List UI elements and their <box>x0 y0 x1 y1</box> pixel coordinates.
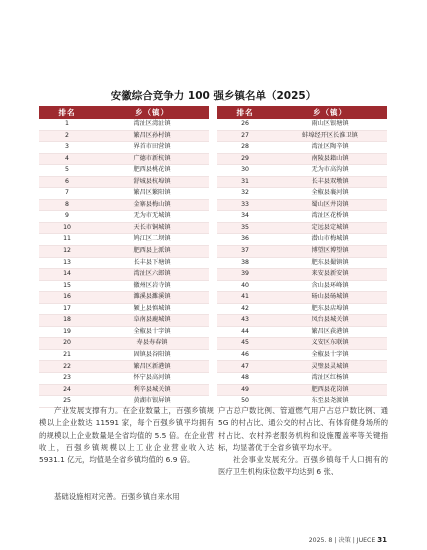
town-cell: 利辛县城关镇 <box>95 384 209 396</box>
town-cell: 肥东县店埠镇 <box>273 303 387 315</box>
table-row <box>217 246 387 258</box>
table-row <box>217 130 387 142</box>
rank-cell: 9 <box>39 211 95 223</box>
table-row <box>39 280 209 292</box>
town-cell: 怀宁县高河镇 <box>95 373 209 385</box>
town-cell: 全椒县十字镇 <box>95 326 209 338</box>
town-cell: 东至县尧渡镇 <box>273 396 387 408</box>
paragraph-social: 社会事业发展充分。百强乡镇每千人口拥有的医疗卫生机构床位数平均达到 6 张、 <box>218 455 388 477</box>
rank-cell: 45 <box>217 338 273 350</box>
table-row <box>217 269 387 281</box>
table-row <box>39 361 209 373</box>
table-row <box>39 119 209 130</box>
rank-cell: 18 <box>39 315 95 327</box>
table-row <box>217 373 387 385</box>
issue-label: 2025. 8 | 决策 | JUECE <box>308 537 376 544</box>
table-row <box>217 326 387 338</box>
rank-cell: 32 <box>217 188 273 200</box>
rank-cell: 7 <box>39 188 95 200</box>
town-cell: 义安区东联镇 <box>273 338 387 350</box>
rank-cell: 12 <box>39 246 95 258</box>
rank-cell: 39 <box>217 269 273 281</box>
town-cell: 全椒县十字镇 <box>273 349 387 361</box>
table-row <box>39 384 209 396</box>
rank-cell: 47 <box>217 361 273 373</box>
rank-cell: 33 <box>217 199 273 211</box>
town-cell: 蜀山区井岗镇 <box>273 199 387 211</box>
town-cell: 徽州区岩寺镇 <box>95 280 209 292</box>
table-row <box>39 315 209 327</box>
town-cell: 定远县定城镇 <box>273 222 387 234</box>
rank-cell: 20 <box>39 338 95 350</box>
town-cell: 含山县环峰镇 <box>273 280 387 292</box>
rank-cell: 35 <box>217 222 273 234</box>
rank-cell: 31 <box>217 176 273 188</box>
ranking-table-right <box>217 106 387 408</box>
table-row <box>217 199 387 211</box>
table-row <box>39 292 209 304</box>
town-cell: 灵璧县灵城镇 <box>273 361 387 373</box>
rank-cell: 14 <box>39 269 95 281</box>
rank-cell: 21 <box>39 349 95 361</box>
town-cell: 蚌埠经开区长淮卫镇 <box>273 130 387 142</box>
town-cell: 舒城县杭埠镇 <box>95 176 209 188</box>
town-cell: 肥东县撮镇镇 <box>273 257 387 269</box>
rank-cell: 30 <box>217 165 273 177</box>
table-row <box>39 373 209 385</box>
rank-cell: 1 <box>39 119 95 130</box>
page-footer <box>309 535 387 544</box>
table-row <box>39 234 209 246</box>
rank-cell: 8 <box>39 199 95 211</box>
header-town: 乡（镇） <box>95 106 209 119</box>
town-cell: 无为市无城镇 <box>95 211 209 223</box>
town-cell: 天长市铜城镇 <box>95 222 209 234</box>
table-row <box>39 326 209 338</box>
rank-cell: 36 <box>217 234 273 246</box>
table-row <box>39 130 209 142</box>
town-cell: 湾沚区花桥镇 <box>273 211 387 223</box>
town-cell: 濉溪县濉溪镇 <box>95 292 209 304</box>
rank-cell: 37 <box>217 246 273 258</box>
table-row <box>217 165 387 177</box>
town-cell: 阜南县鹿城镇 <box>95 315 209 327</box>
town-cell: 全椒县襄河镇 <box>273 188 387 200</box>
paragraph-industry: 产业发展支撑有力。在企业数量上，百强乡镇规模以上企业数达 11591 家，每个百强乡镇平均拥有的规模以上企业数量是全省均值的 5.5 倍。在企业营收上，百强乡镇规模以上工业企业营业收入达 5931.1 亿元，均值是全省乡镇均值的 6.9 倍。 <box>39 406 214 465</box>
table-row <box>217 211 387 223</box>
table-row <box>217 176 387 188</box>
rank-cell: 49 <box>217 384 273 396</box>
rank-cell: 42 <box>217 303 273 315</box>
table-row <box>217 257 387 269</box>
rank-cell: 48 <box>217 373 273 385</box>
rank-cell: 2 <box>39 130 95 142</box>
town-cell: 界首市田营镇 <box>95 142 209 154</box>
town-cell: 繁昌区荻港镇 <box>273 326 387 338</box>
ranking-table-left <box>39 106 209 408</box>
rank-cell: 23 <box>39 373 95 385</box>
table-row <box>39 246 209 258</box>
town-cell: 繁昌区孙村镇 <box>95 130 209 142</box>
town-cell: 寿县寿春镇 <box>95 338 209 350</box>
rank-cell: 19 <box>39 326 95 338</box>
town-cell: 广德市新杭镇 <box>95 153 209 165</box>
table-row <box>217 384 387 396</box>
table-row <box>217 280 387 292</box>
rank-cell: 16 <box>39 292 95 304</box>
town-cell: 湾沚区湾沚镇 <box>95 119 209 130</box>
table-row <box>217 119 387 130</box>
town-cell: 雨山区银塘镇 <box>273 119 387 130</box>
header-rank: 排名 <box>217 106 273 119</box>
town-cell: 肥西县桃花镇 <box>95 165 209 177</box>
paragraph-infrastructure-start: 基础设施相对完善。百强乡镇自来水用 <box>54 492 180 501</box>
table-row <box>217 361 387 373</box>
table-row <box>217 315 387 327</box>
town-cell: 鸠江区二坝镇 <box>95 234 209 246</box>
rank-cell: 34 <box>217 211 273 223</box>
table-row <box>39 199 209 211</box>
town-cell: 潜山市梅城镇 <box>273 234 387 246</box>
table-row <box>39 188 209 200</box>
table-row <box>39 176 209 188</box>
rank-cell: 40 <box>217 280 273 292</box>
table-row <box>39 222 209 234</box>
town-cell: 长丰县下塘镇 <box>95 257 209 269</box>
table-header-row <box>217 106 387 119</box>
town-cell: 肥西县花岗镇 <box>273 384 387 396</box>
town-cell: 湾沚区六郎镇 <box>95 269 209 281</box>
rank-cell: 5 <box>39 165 95 177</box>
rank-cell: 26 <box>217 119 273 130</box>
header-rank: 排名 <box>39 106 95 119</box>
town-cell: 固镇县谷阳镇 <box>95 349 209 361</box>
town-cell: 颍上县慎城镇 <box>95 303 209 315</box>
rank-cell: 25 <box>39 396 95 408</box>
rank-cell: 17 <box>39 303 95 315</box>
rank-cell: 11 <box>39 234 95 246</box>
table-row <box>39 211 209 223</box>
table-row <box>39 153 209 165</box>
rank-cell: 28 <box>217 142 273 154</box>
town-cell: 湾沚区陶辛镇 <box>273 142 387 154</box>
town-cell: 湾沚区红杨镇 <box>273 373 387 385</box>
page-number: 31 <box>377 536 387 544</box>
table-header-row <box>39 106 209 119</box>
table-row <box>39 142 209 154</box>
rank-cell: 22 <box>39 361 95 373</box>
town-cell: 黄湖市银屏镇 <box>95 396 209 408</box>
rank-cell: 29 <box>217 153 273 165</box>
table-title: 安徽综合竞争力 100 强乡镇名单（2025） <box>110 90 317 102</box>
rank-cell: 13 <box>39 257 95 269</box>
rank-cell: 44 <box>217 326 273 338</box>
table-row <box>217 188 387 200</box>
table-row <box>39 303 209 315</box>
header-town: 乡（镇） <box>273 106 387 119</box>
town-cell: 无为市高沟镇 <box>273 165 387 177</box>
town-cell: 长丰县双墩镇 <box>273 176 387 188</box>
town-cell: 来安县新安镇 <box>273 269 387 281</box>
rank-cell: 50 <box>217 396 273 408</box>
table-row <box>39 269 209 281</box>
rank-cell: 38 <box>217 257 273 269</box>
table-row <box>217 222 387 234</box>
town-cell: 肥西县上派镇 <box>95 246 209 258</box>
town-cell: 繁昌区新港镇 <box>95 361 209 373</box>
table-row <box>217 142 387 154</box>
town-cell: 博望区博望镇 <box>273 246 387 258</box>
town-cell: 金寨县梅山镇 <box>95 199 209 211</box>
town-cell: 繁昌区繁阳镇 <box>95 188 209 200</box>
table-row <box>217 349 387 361</box>
table-row <box>217 292 387 304</box>
rank-cell: 10 <box>39 222 95 234</box>
paragraph-infrastructure-cont: 户占总户数比例、管道燃气用户占总户数比例、通 5G 的村占比、通公交的村占比、有体育健身场所的村占比、农村养老服务机构和设施覆盖率等关键指标，均显著优于全省乡镇平均水平。 <box>218 406 388 452</box>
table-row <box>217 303 387 315</box>
table-row <box>39 338 209 350</box>
table-row <box>39 165 209 177</box>
town-cell: 南陵县籍山镇 <box>273 153 387 165</box>
town-cell: 凤台县城关镇 <box>273 315 387 327</box>
rank-cell: 41 <box>217 292 273 304</box>
table-row <box>217 153 387 165</box>
rank-cell: 27 <box>217 130 273 142</box>
rank-cell: 4 <box>39 153 95 165</box>
rank-cell: 46 <box>217 349 273 361</box>
rank-cell: 6 <box>39 176 95 188</box>
rank-cell: 3 <box>39 142 95 154</box>
table-row <box>217 338 387 350</box>
table-row <box>39 257 209 269</box>
table-row <box>39 349 209 361</box>
table-row <box>217 234 387 246</box>
rank-cell: 24 <box>39 384 95 396</box>
town-cell: 砀山县砀城镇 <box>273 292 387 304</box>
rank-cell: 43 <box>217 315 273 327</box>
rank-cell: 15 <box>39 280 95 292</box>
